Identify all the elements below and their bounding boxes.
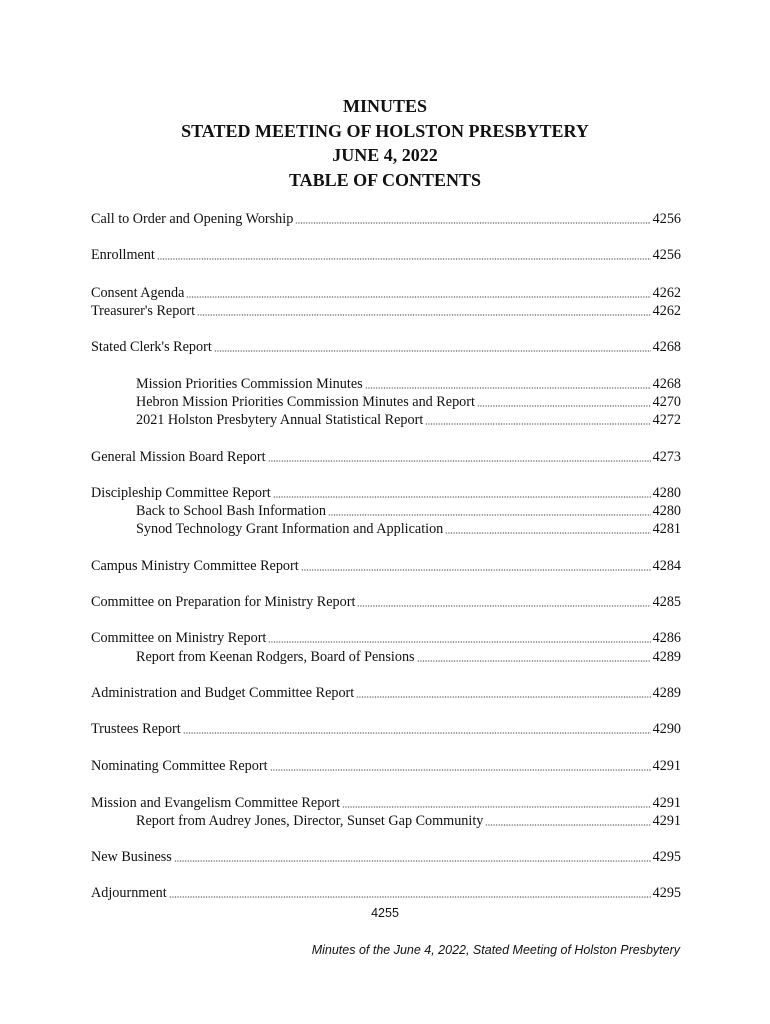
- toc-label: Discipleship Committee Report: [91, 485, 271, 501]
- toc-label: Report from Keenan Rodgers, Board of Pensions: [136, 649, 415, 665]
- dot-leader: [356, 696, 650, 698]
- page-number: 4255: [371, 906, 399, 920]
- toc-page: 4262: [652, 285, 681, 301]
- toc-label: New Business: [91, 849, 172, 865]
- dot-leader: [214, 350, 651, 352]
- toc-page: 4273: [652, 449, 681, 465]
- toc-entry-mission-evangelism: [91, 794, 681, 812]
- toc-entry-statistical-report: [91, 411, 681, 429]
- dot-leader: [342, 806, 651, 808]
- toc-entry-campus-ministry: [91, 557, 681, 575]
- toc-label: Mission and Evangelism Committee Report: [91, 795, 341, 811]
- toc-page: 4291: [652, 758, 681, 774]
- toc-page: 4270: [652, 394, 681, 410]
- toc-page: 4272: [652, 412, 681, 428]
- toc-entry-treasurers-report: [91, 302, 681, 320]
- toc-label: Report from Audrey Jones, Director, Sunset Gap Community: [136, 813, 484, 829]
- toc-entry-discipleship: [91, 484, 681, 502]
- toc-label: Treasurer's Report: [91, 303, 196, 319]
- toc-entry-committee-on-ministry: [91, 629, 681, 647]
- toc-entry-board-of-pensions: [91, 648, 681, 666]
- dot-leader: [445, 532, 650, 534]
- dot-leader: [417, 660, 651, 662]
- toc-label: Administration and Budget Committee Report: [91, 685, 355, 701]
- dot-leader: [186, 296, 650, 298]
- toc-entry-sunset-gap: [91, 812, 681, 830]
- toc-page: 4291: [652, 813, 681, 829]
- toc-label: Adjournment: [91, 885, 167, 901]
- dot-leader: [157, 258, 651, 260]
- toc-entry-adjournment: [91, 884, 681, 902]
- toc-page: 4289: [652, 685, 681, 701]
- toc-entry-new-business: [91, 848, 681, 866]
- toc-entry-trustees: [91, 720, 681, 738]
- toc-page: 4280: [652, 485, 681, 501]
- toc-label: Nominating Committee Report: [91, 758, 268, 774]
- title-block: [0, 94, 770, 192]
- toc-label: Trustees Report: [91, 721, 181, 737]
- toc-label: Hebron Mission Priorities Commission Minutes and Report: [136, 394, 475, 410]
- dot-leader: [268, 641, 650, 643]
- toc-label: Back to School Bash Information: [136, 503, 326, 519]
- dot-leader: [328, 514, 651, 516]
- dot-leader: [197, 314, 651, 316]
- toc-label: General Mission Board Report: [91, 449, 266, 465]
- toc-entry-enrollment: [91, 246, 681, 264]
- dot-leader: [268, 460, 651, 462]
- toc-label: Synod Technology Grant Information and Application: [136, 521, 444, 537]
- toc-entry-mission-priorities: [91, 375, 681, 393]
- toc-entry-call-to-order: [91, 210, 681, 228]
- page-footer: Minutes of the June 4, 2022, Stated Meeting of Holston Presbytery: [311, 943, 680, 957]
- toc-page: 4295: [652, 885, 681, 901]
- toc-entry-consent-agenda: [91, 284, 681, 302]
- dot-leader: [169, 896, 651, 898]
- toc-page: 4291: [652, 795, 681, 811]
- dot-leader: [485, 824, 650, 826]
- toc-label: Mission Priorities Commission Minutes: [136, 376, 363, 392]
- toc-page: 4256: [652, 211, 681, 227]
- toc-page: 4285: [652, 594, 681, 610]
- dot-leader: [301, 569, 651, 571]
- toc-page: 4284: [652, 558, 681, 574]
- toc-entry-stated-clerks-report: [91, 338, 681, 356]
- toc-entry-hebron-mission: [91, 393, 681, 411]
- toc-page: 4290: [652, 721, 681, 737]
- dot-leader: [174, 860, 651, 862]
- toc-page: 4268: [652, 376, 681, 392]
- toc-label: Enrollment: [91, 247, 155, 263]
- toc-page: 4286: [652, 630, 681, 646]
- toc-label: Committee on Ministry Report: [91, 630, 267, 646]
- title-minutes: MINUTES: [342, 96, 427, 116]
- toc-entry-back-to-school: [91, 502, 681, 520]
- toc-label: Campus Ministry Committee Report: [91, 558, 299, 574]
- toc-page: 4256: [652, 247, 681, 263]
- toc-entry-nominating: [91, 757, 681, 775]
- toc-label: Committee on Preparation for Ministry Report: [91, 594, 356, 610]
- dot-leader: [357, 605, 650, 607]
- toc-label: Call to Order and Opening Worship: [91, 211, 294, 227]
- toc-entry-administration-budget: [91, 684, 681, 702]
- toc-page: 4289: [652, 649, 681, 665]
- title-toc: TABLE OF CONTENTS: [288, 169, 482, 190]
- dot-leader: [270, 769, 651, 771]
- toc-entry-preparation-for-ministry: [91, 593, 681, 611]
- toc-page: 4268: [652, 339, 681, 355]
- toc-label: 2021 Holston Presbytery Annual Statistical Report: [136, 412, 424, 428]
- toc-entry-synod-technology: [91, 520, 681, 538]
- title-date: JUNE 4, 2022: [332, 145, 438, 165]
- toc-page: 4262: [652, 303, 681, 319]
- title-meeting: STATED MEETING OF HOLSTON PRESBYTERY: [181, 120, 589, 141]
- toc-label: Stated Clerk's Report: [91, 339, 212, 355]
- dot-leader: [365, 387, 651, 389]
- dot-leader: [425, 423, 650, 425]
- toc-entry-general-mission-board: [91, 448, 681, 466]
- toc-page: 4280: [652, 503, 681, 519]
- toc-page: 4295: [652, 849, 681, 865]
- dot-leader: [295, 222, 650, 224]
- toc-label: Consent Agenda: [91, 285, 185, 301]
- dot-leader: [477, 405, 651, 407]
- dot-leader: [183, 732, 651, 734]
- dot-leader: [273, 496, 651, 498]
- toc-page: 4281: [652, 521, 681, 537]
